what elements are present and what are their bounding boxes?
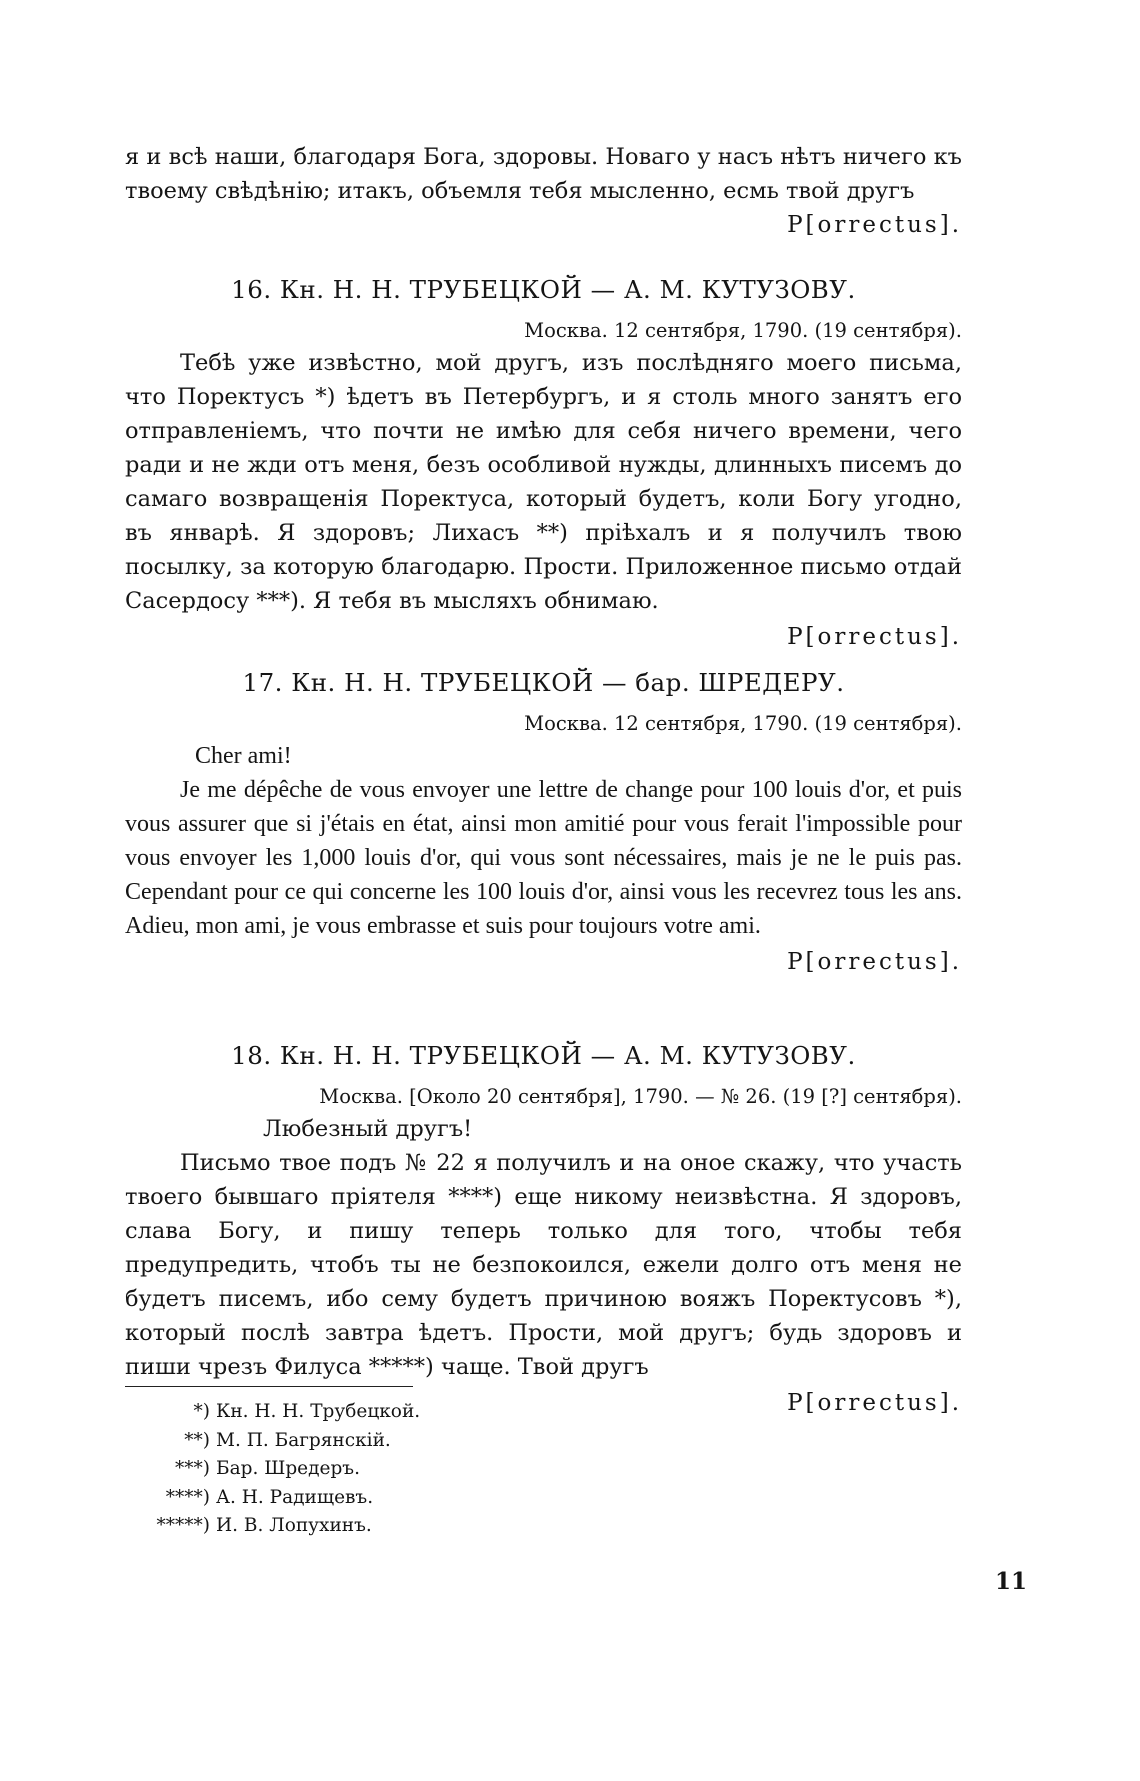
letter-16-date: Москва. 12 сентября, 1790. (19 сентября). — [524, 319, 962, 342]
letter-17 — [125, 663, 962, 979]
footnote-text: М. П. Багрянскій. — [216, 1429, 391, 1451]
letter-17-salutation: Cher ami! — [195, 743, 292, 769]
footnote-mark: ***) — [175, 1458, 210, 1479]
footnote — [125, 1455, 625, 1484]
letter-18-heading: 18. Кн. Н. Н. ТРУБЕЦКОЙ — А. М. КУТУЗОВУ. — [231, 1041, 856, 1070]
footnote-text: И. В. Лопухинъ. — [216, 1515, 372, 1536]
letter-18-body: Письмо твое подъ № 22 я получилъ и на оное скажу, что участь твоего бывшаго пріятеля ****) еще никому неизвѣстна. Я здоровъ, слава Богу, и пишу теперь только для того, чтобы тебя предупредить, чтобъ ты не безпокоился, ежели долго отъ меня не будетъ писемъ, ибо сему будетъ причиною вояжъ Поректусовъ *), который послѣ завтра ѣдетъ. Прости, мой другъ; будь здоровъ и пиши чрезъ Филуса *****) чаще. Твой другъ — [125, 1150, 962, 1380]
footnote-mark: ****) — [165, 1486, 210, 1508]
footnotes — [125, 1398, 625, 1541]
footnote — [125, 1398, 625, 1427]
letter-16-signature: P[orrectus]. — [787, 624, 962, 650]
top-text: я и всѣ наши, благодаря Бога, здоровы. Новаго у насъ нѣтъ ничего къ твоему свѣдѣнію; итакъ, объемля тебя мысленно, есмь твой другъ — [125, 144, 962, 204]
top-signature: P[orrectus]. — [787, 212, 962, 238]
page-number: 11 — [995, 1568, 1028, 1595]
letter-18 — [125, 1036, 962, 1420]
footnote-text: Бар. Шредеръ. — [216, 1458, 360, 1479]
letter-16-heading: 16. Кн. Н. Н. ТРУБЕЦКОЙ — А. М. КУТУЗОВУ. — [231, 275, 856, 304]
letter-17-body: Je me dépêche de vous envoyer une lettre de change pour 100 louis d'or, et puis vous assurer que si j'étais en état, ainsi mon amitié pour vous ferait l'impossible pour vous envoyer les 1,000 louis d'or, qui vous sont nécessaires, mais je ne le puis pas. Cependant pour ce qui concerne les 100 louis d'or, ainsi vous les recevrez tous les ans. Adieu, mon ami, je vous embrasse et suis pour toujours votre ami. — [125, 777, 962, 939]
top-continuation — [125, 140, 962, 242]
letter-16-body: Тебѣ уже извѣстно, мой другъ, изъ послѣдняго моего письма, что Поректусъ *) ѣдетъ въ Петербургъ, и я столь много занятъ его отправленіемъ, что почти не имѣю для себя ничего времени, чего ради и не жди отъ меня, безъ особливой нужды, длинныхъ писемъ до самаго возвращенія Поректуса, который будетъ, коли Богу угодно, въ январѣ. Я здоровъ; Лихасъ **) пріѣхалъ и я получилъ твою посылку, за которую благодарю. Прости. Приложенное письмо отдай Сасердосу ***). Я тебя въ мысляхъ обнимаю. — [125, 350, 962, 614]
letter-16 — [125, 270, 962, 654]
footnote-mark: **) — [184, 1429, 210, 1451]
footnote-text: Кн. Н. Н. Трубецкой. — [216, 1401, 421, 1422]
footnote-text: А. Н. Радищевъ. — [216, 1486, 374, 1508]
footnote-mark: *) — [193, 1401, 210, 1422]
footnote — [125, 1512, 625, 1541]
letter-17-signature: P[orrectus]. — [787, 949, 962, 975]
footnote-mark: *****) — [156, 1515, 210, 1536]
footnote — [125, 1427, 625, 1456]
letter-18-date: Москва. [Около 20 сентября], 1790. — № 26. (19 [?] сентября). — [319, 1085, 962, 1108]
letter-18-salutation: Любезный другъ! — [263, 1116, 473, 1142]
letter-18-signature: P[orrectus]. — [787, 1390, 962, 1416]
letter-17-date: Москва. 12 сентября, 1790. (19 сентября). — [524, 712, 962, 735]
footnote — [125, 1484, 625, 1513]
letter-17-heading: 17. Кн. Н. Н. ТРУБЕЦКОЙ — бар. ШРЕДЕРУ. — [242, 668, 845, 697]
footnote-divider — [125, 1386, 413, 1387]
